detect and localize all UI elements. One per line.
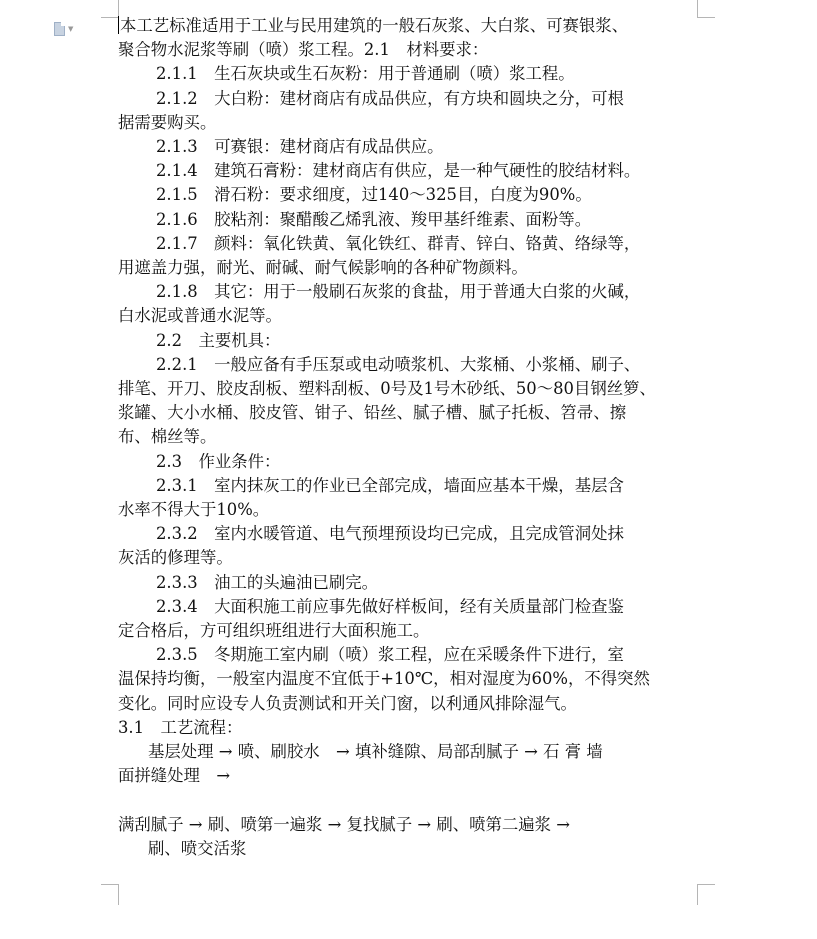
- text-line: [118, 764, 704, 788]
- line-text: 2.2.1 一般应备有手压泵或电动喷浆机、大浆桶、小浆桶、刷子、: [156, 354, 641, 374]
- text-line: [118, 329, 704, 353]
- line-text: 2.1.5 滑石粉：要求细度，过140～325目，白度为90%。: [156, 185, 592, 205]
- paragraph-menu-button[interactable]: [54, 22, 76, 36]
- line-text: 水率不得大于10%。: [118, 500, 270, 520]
- page-corner-mark-bottom-right: [697, 884, 715, 905]
- line-text: 温保持均衡，一般室内温度不宜低于+10℃，相对湿度为60%，不得突然: [118, 669, 650, 689]
- text-line: [118, 546, 704, 570]
- line-text: 聚合物水泥浆等刷（喷）浆工程。2.1 材料要求：: [118, 40, 489, 60]
- line-text: 2.1.2 大白粉：建材商店有成品供应，有方块和圆块之分，可根: [156, 88, 624, 108]
- line-text: 灰活的修理等。: [118, 548, 233, 568]
- line-text: 本工艺标准适用于工业与民用建筑的一般石灰浆、大白浆、可赛银浆、: [120, 16, 629, 35]
- text-line: [118, 62, 704, 86]
- line-text: 定合格后，方可组织班组进行大面积施工。: [118, 621, 430, 641]
- text-line: [118, 571, 704, 595]
- text-line: [118, 304, 704, 328]
- text-line: [118, 450, 704, 474]
- line-text: 2.2 主要机具：: [156, 330, 281, 350]
- page-corner-mark-bottom-left: [101, 884, 119, 905]
- text-line: [118, 522, 704, 546]
- text-line: [118, 595, 704, 619]
- line-text: 2.1.1 生石灰块或生石灰粉：用于普通刷（喷）浆工程。: [156, 64, 575, 84]
- chevron-down-icon: ▼: [68, 24, 74, 33]
- text-line: [118, 87, 704, 111]
- text-line: [118, 692, 704, 716]
- line-text: 2.1.7 颜料：氧化铁黄、氧化铁红、群青、锌白、铬黄、络绿等，: [156, 233, 641, 253]
- page-corner-mark-top-left: [101, 0, 119, 18]
- line-text: 2.1.4 建筑石膏粉：建材商店有供应，是一种气硬性的胶结材料。: [156, 161, 641, 181]
- text-line: [118, 837, 704, 861]
- text-line: [118, 135, 704, 159]
- text-line: [118, 716, 704, 740]
- text-cursor: [118, 16, 119, 34]
- line-text: 2.3.1 室内抹灰工的作业已全部完成，墙面应基本干燥，基层含: [156, 475, 624, 495]
- text-line: [118, 667, 704, 691]
- line-text: 2.1.8 其它：用于一般刷石灰浆的食盐，用于普通大白浆的火碱，: [156, 282, 641, 302]
- line-text: 2.3.4 大面积施工前应事先做好样板间，经有关质量部门检查鉴: [156, 596, 624, 616]
- text-line: [118, 353, 704, 377]
- line-text: 据需要购买。: [118, 112, 217, 132]
- line-text: 2.1.6 胶粘剂：聚醋酸乙烯乳液、羧甲基纤维素、面粉等。: [156, 209, 592, 229]
- text-line: [118, 280, 704, 304]
- line-text: 满刮腻子 → 刷、喷第一遍浆 → 复找腻子 → 刷、喷第二遍浆 →: [118, 814, 570, 834]
- text-line: [118, 498, 704, 522]
- text-line: [118, 208, 704, 232]
- line-text: 浆罐、大小水桶、胶皮管、钳子、铅丝、腻子槽、腻子托板、笤帚、擦: [118, 403, 627, 423]
- text-line: [118, 813, 704, 837]
- document-body[interactable]: [118, 14, 704, 861]
- text-line: [118, 619, 704, 643]
- line-text: 2.3.2 室内水暖管道、电气预埋预设均已完成，且完成管洞处抹: [156, 524, 624, 544]
- text-line: [118, 643, 704, 667]
- document-icon: [54, 22, 65, 36]
- text-line: [118, 232, 704, 256]
- line-text: 用遮盖力强，耐光、耐碱、耐气候影响的各种矿物颜料。: [118, 258, 528, 278]
- line-text: 白水泥或普通水泥等。: [118, 306, 282, 326]
- text-line: [118, 14, 704, 38]
- blank-line: [118, 789, 704, 813]
- line-text: 2.3 作业条件：: [156, 451, 281, 471]
- line-text: 布、棉丝等。: [118, 427, 217, 447]
- line-text: 2.3.3 油工的头遍油已刷完。: [156, 572, 379, 592]
- line-text: 2.1.3 可赛银：建材商店有成品供应。: [156, 137, 444, 157]
- line-text: 3.1 工艺流程：: [118, 717, 243, 737]
- text-line: [118, 183, 704, 207]
- text-line: [118, 377, 704, 401]
- line-text: 面拼缝处理 →: [118, 766, 231, 786]
- text-line: [118, 256, 704, 280]
- line-text: 排笔、开刀、胶皮刮板、塑料刮板、0号及1号木砂纸、50～80目钢丝箩、: [118, 379, 656, 399]
- text-line: [118, 474, 704, 498]
- text-line: [118, 111, 704, 135]
- text-line: [118, 401, 704, 425]
- line-text: 变化。同时应设专人负责测试和开关门窗，以利通风排除湿气。: [118, 693, 577, 713]
- line-text: 刷、喷交活浆: [148, 838, 247, 858]
- text-line: [118, 740, 704, 764]
- text-line: [118, 38, 704, 62]
- line-text: 基层处理 → 喷、刷胶水 → 填补缝隙、局部刮腻子 → 石 膏 墙: [148, 742, 603, 762]
- text-line: [118, 159, 704, 183]
- line-text: 2.3.5 冬期施工室内刷（喷）浆工程，应在采暖条件下进行，室: [156, 645, 624, 665]
- text-line: [118, 425, 704, 449]
